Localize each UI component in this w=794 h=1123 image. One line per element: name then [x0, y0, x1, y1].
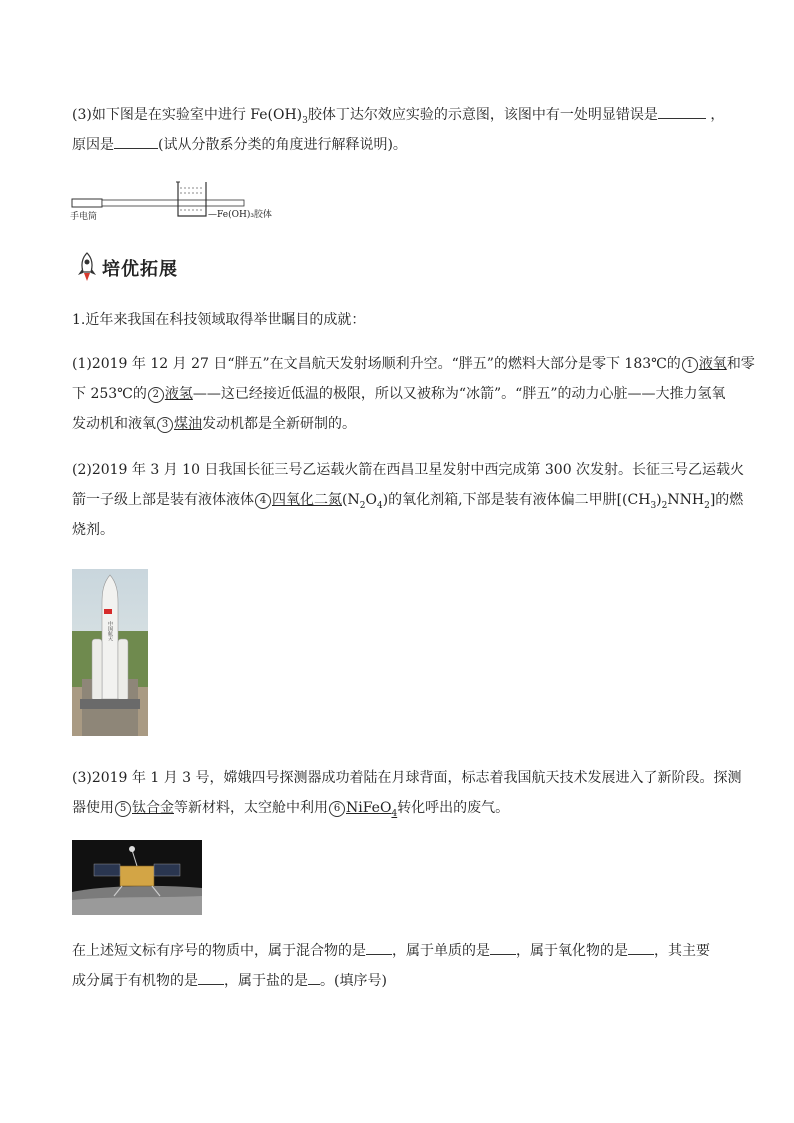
p3-line1: (2)2019 年 3 月 10 日我国长征三号乙运载火箭在西昌卫星发射中西完成第 300 次发射。长征三号乙运载火: [72, 462, 745, 478]
p5-line1: 在上述短文标有序号的物质中，属于混合物的是 ，属于单质的是 ，属于氧化物的是 ，其主要: [72, 940, 710, 961]
colloid-label: —Fe(OH)₃胶体: [208, 210, 272, 220]
p4-line1: (3)2019 年 1 月 3 号，嫦娥四号探测器成功着陆在月球背面，标志着我国航天技术发展进入了新阶段。探测: [72, 770, 742, 786]
answer-blank[interactable]: [658, 104, 706, 119]
p2-line2: 下 253℃的 2 液氢——这已经接近低温的极限，所以又被称为“冰箭”。“胖五”的动力心脏——大推力氢氧: [72, 386, 726, 402]
section-title: 培优拓展: [102, 259, 178, 280]
q3-line1: (3)如下图是在实验室中进行 $Fe(OH)_3$胶体丁达尔效应实验的示意图，该图中有一处明显错误是 ，: [72, 104, 724, 131]
lander-photo: [72, 840, 202, 915]
rocket-body-text: 中国航天: [107, 621, 113, 641]
p5-line2: 成分属于有机物的是 ，属于盐的是 。(填序号): [72, 970, 387, 991]
answer-blank[interactable]: [366, 940, 392, 955]
flashlight-shape: [72, 199, 102, 207]
answer-blank[interactable]: [198, 970, 224, 985]
p2-line1: (1)2019 年 12 月 27 日“胖五”在文昌航天发射场顺利升空。“胖五”的燃料大部分是零下 183℃的 1 液氧和零: [72, 356, 755, 372]
rocket-icon: [74, 252, 100, 282]
p2-line3: 发动机和液氧 3 煤油发动机都是全新研制的。: [72, 416, 356, 432]
q3-line2: 原因是 (试从分散系分类的角度进行解释说明)。: [72, 134, 407, 155]
p3-line2: 箭一子级上部是装有液体液体 4 四氧化二氮$(N_2O_4)$的氧化剂箱,下部是装有液体偏二甲肼$[(CH_3)_2NNH_2]$的燃: [72, 492, 744, 511]
p4-line2: 器使用 5 钛合金等新材料，太空舱中利用 6 NiFeO$_4$转化呼出的废气。: [72, 800, 510, 819]
flashlight-label: 手电筒: [70, 212, 98, 222]
beaker-outline: [178, 182, 206, 216]
intro-line: 1.近年来我国在科技领域取得举世瞩目的成就：: [72, 312, 366, 328]
answer-blank[interactable]: [114, 134, 158, 149]
answer-blank[interactable]: [490, 940, 516, 955]
rocket-photo: [72, 569, 148, 736]
p3-line3: 烧剂。: [72, 522, 114, 538]
answer-blank[interactable]: [308, 970, 320, 985]
answer-blank[interactable]: [628, 940, 654, 955]
